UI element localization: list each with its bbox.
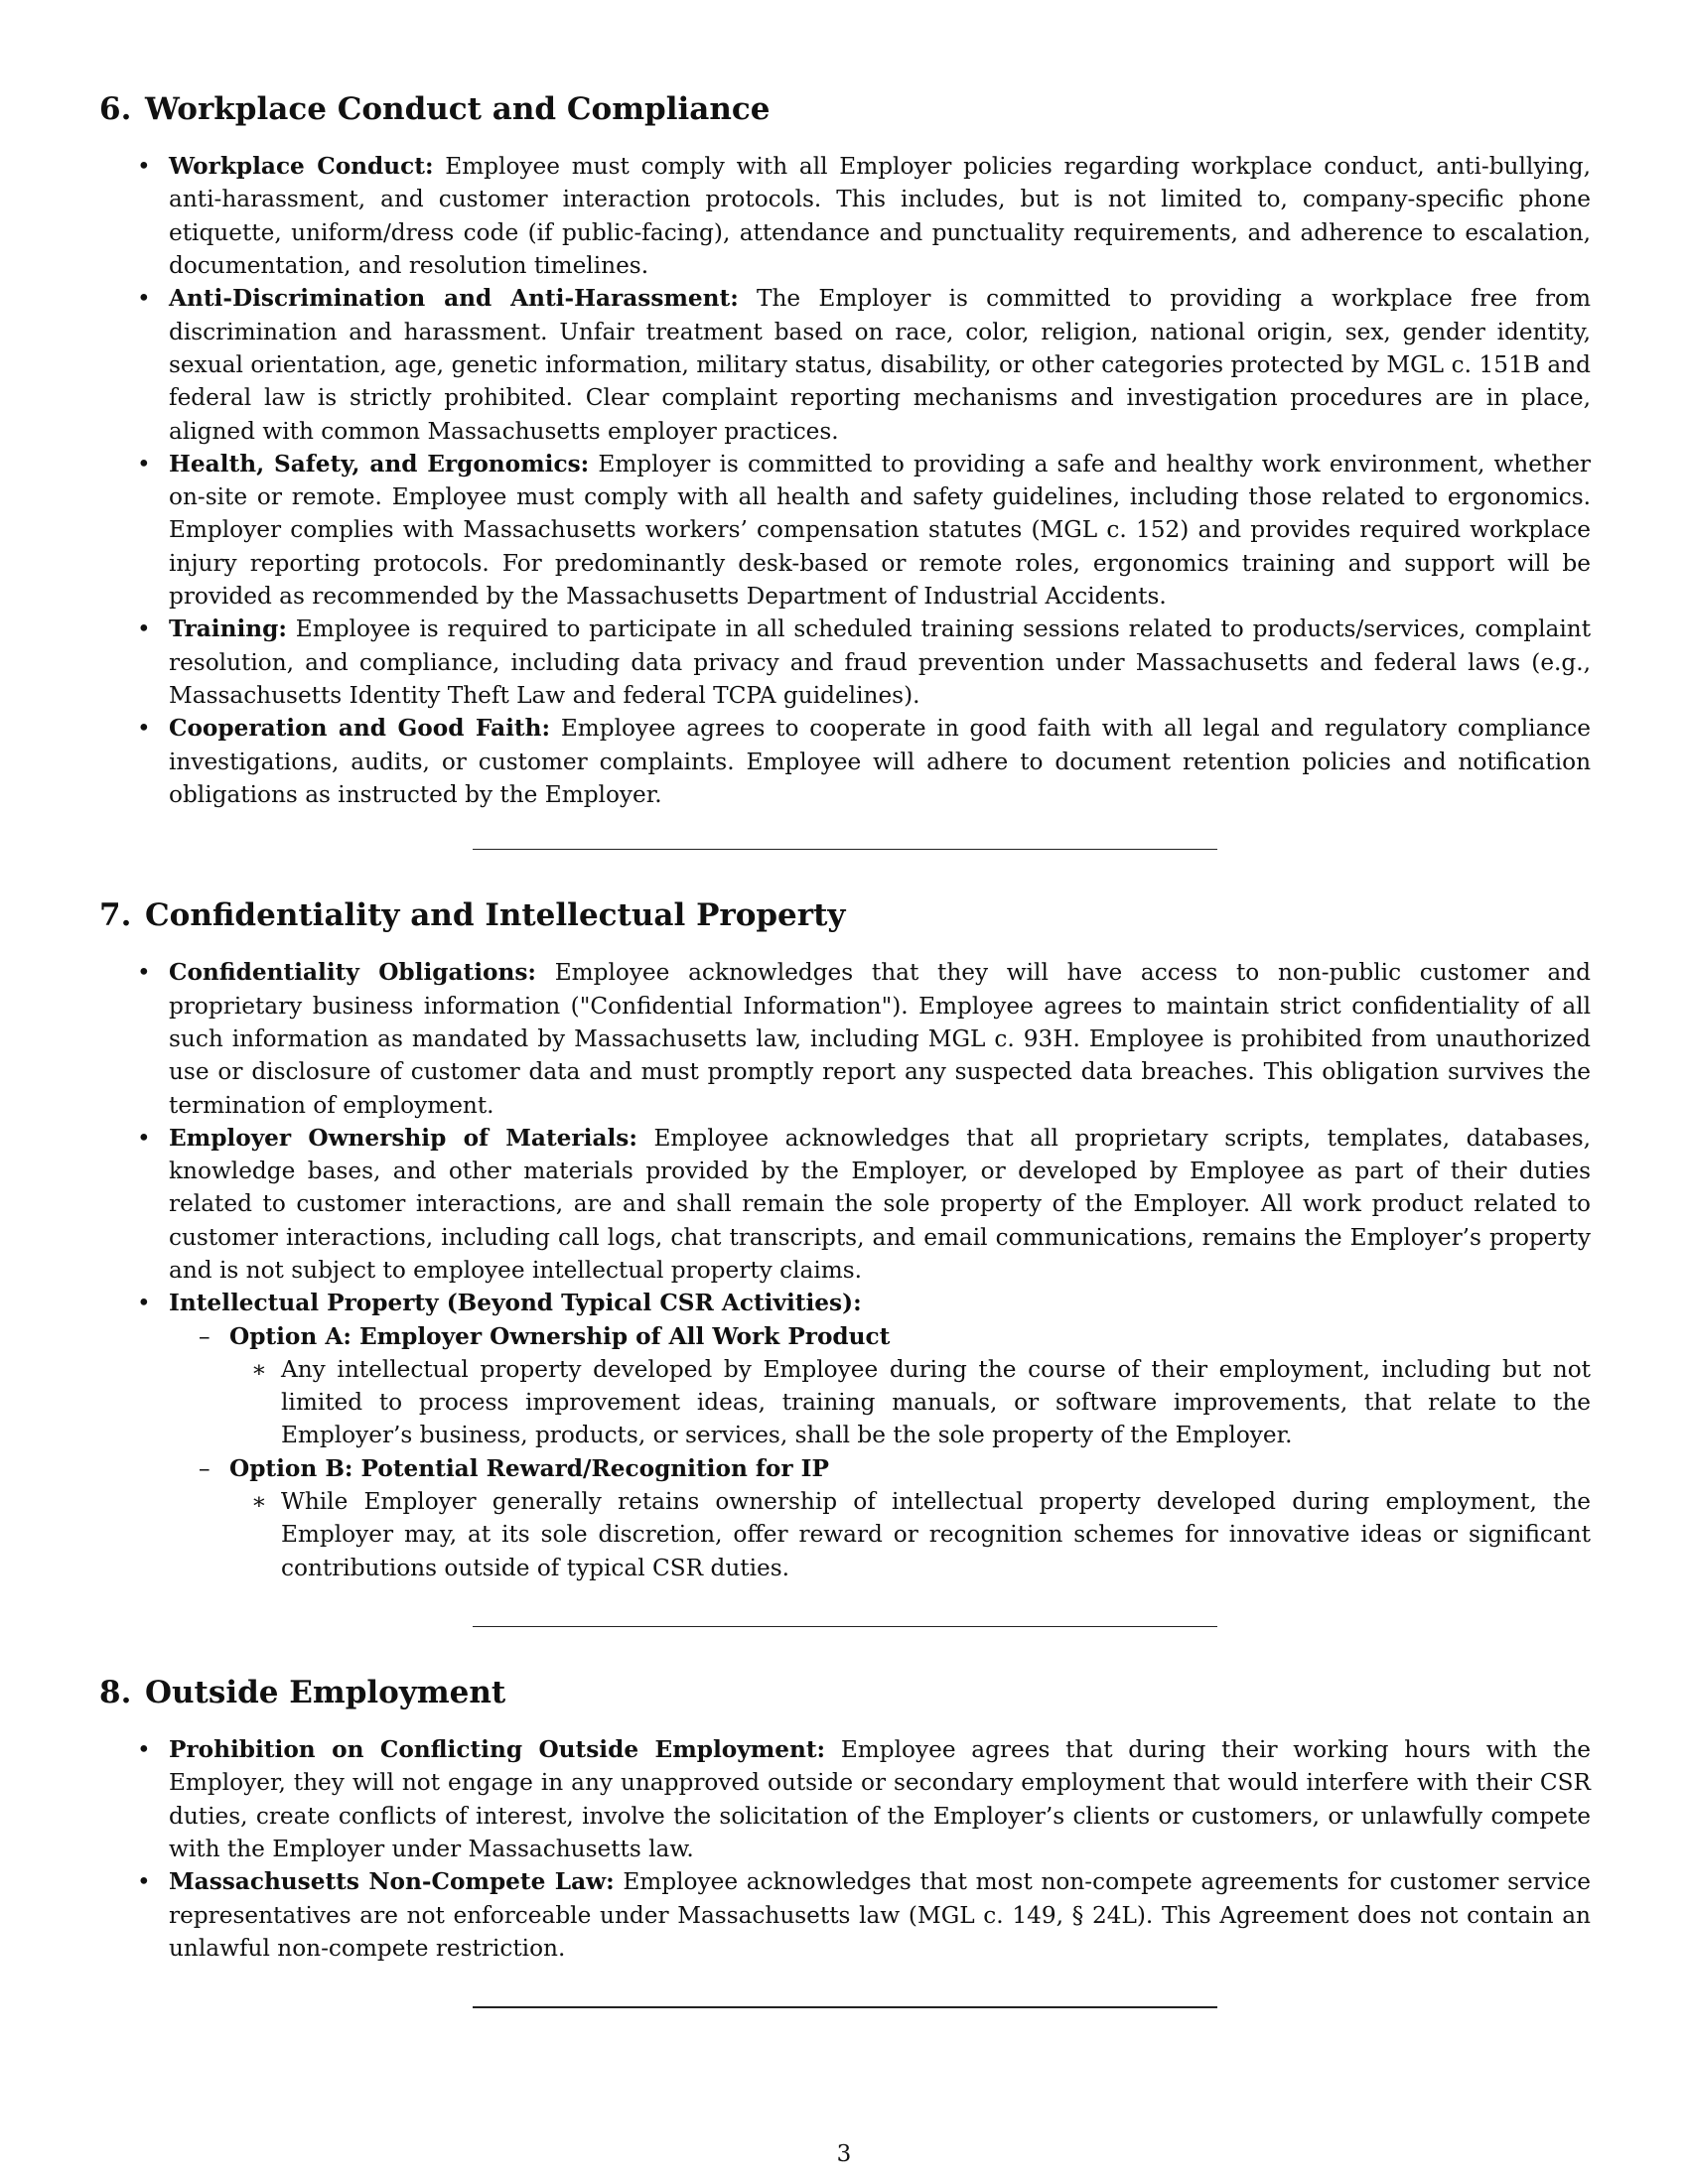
- section-7-title: 7. Confidentiality and Intellectual Property: [99, 897, 846, 934]
- section-7-list: [99, 956, 1591, 1584]
- section-divider: [473, 849, 1217, 850]
- option-a: – Option A: Employer Ownership of All Work Product ∗ Any intellectual property developed by Employee during the course of their employment, including but not limited to process improvement ideas, training manuals, or software improvements, that relate to the Employer’s business, products, or services, shall be the sole property of the Employer.: [169, 1320, 1591, 1452]
- section-6-list: [99, 150, 1591, 811]
- option-b: – Option B: Potential Reward/Recognition for IP ∗ While Employer generally retains ownership of intellectual property developed during employment, the Employer may, at its sole discretion, offer reward or recognition schemes for innovative ideas or significant contributions outside of typical CSR duties.: [169, 1452, 1591, 1584]
- page-number: 3: [836, 2141, 852, 2167]
- section-divider: [473, 2006, 1217, 2008]
- list-item: • Workplace Conduct: Employee must comply with all Employer policies regarding workplace conduct, anti-bullying, anti-harassment, and customer interaction protocols. This includes, but is not limited to, company-specific phone etiquette, uniform/dress code (if public-facing), attendance and punctuality requirements, and adherence to escalation, documentation, and resolution timelines.: [99, 150, 1591, 282]
- list-item: • Prohibition on Conflicting Outside Employment: Employee agrees that during their working hours with the Employer, they will not engage in any unapproved outside or secondary employment that would interfere with their CSR duties, create conflicts of interest, involve the solicitation of the Employer’s clients or customers, or unlawfully compete with the Employer under Massachusetts law.: [99, 1733, 1591, 1865]
- option-b-text: ∗ While Employer generally retains ownership of intellectual property developed during employment, the Employer may, at its sole discretion, offer reward or recognition schemes for innovative ideas or significant contributions outside of typical CSR duties.: [229, 1485, 1591, 1584]
- option-a-text: ∗ Any intellectual property developed by Employee during the course of their employment, including but not limited to process improvement ideas, training manuals, or software improvements, that relate to the Employer’s business, products, or services, shall be the sole property of the Employer.: [229, 1353, 1591, 1452]
- option-a-list: [229, 1353, 1591, 1452]
- option-b-list: [229, 1485, 1591, 1584]
- list-item: • Massachusetts Non-Compete Law: Employee acknowledges that most non-compete agreements for customer service representatives are not enforceable under Massachusetts law (MGL c. 149, § 24L). This Agreement does not contain an unlawful non-compete restriction.: [99, 1865, 1591, 1965]
- list-item: • Confidentiality Obligations: Employee acknowledges that they will have access to non-public customer and proprietary business information ("Confidential Information"). Employee agrees to maintain strict confidentiality of all such information as mandated by Massachusetts law, including MGL c. 93H. Employee is prohibited from unauthorized use or disclosure of customer data and must promptly report any suspected data breaches. This obligation survives the termination of employment.: [99, 956, 1591, 1121]
- list-item: • Employer Ownership of Materials: Employee acknowledges that all proprietary scripts, templates, databases, knowledge bases, and other materials provided by the Employer, or developed by Employee as part of their duties related to customer interactions, are and shall remain the sole property of the Employer. All work product related to customer interactions, including call logs, chat transcripts, and email communications, remains the Employer’s property and is not subject to employee intellectual property claims.: [99, 1122, 1591, 1287]
- section-6-title: 6. Workplace Conduct and Compliance: [99, 91, 771, 127]
- list-item-intellectual-property: • Intellectual Property (Beyond Typical CSR Activities): – Option A: Employer Ownership of All Work Product ∗ Any intellectual property developed by Employee during the course of their employment, including but not limited to process improvement ideas, training manuals, or software improvements, that relate to the Employer’s business, products, or services, shall be the sole property of the Employer. – Option B: Potential Reward/Recognition for IP ∗ While Employer generally retains ownership of intellectual property developed during employment, the Employer may, at its sole discretion, offer reward or recognition schemes for innovative ideas or significant contributions outside of typical CSR duties.: [99, 1287, 1591, 1584]
- document-page: [99, 91, 1591, 2008]
- list-item: • Health, Safety, and Ergonomics: Employer is committed to providing a safe and healthy work environment, whether on-site or remote. Employee must comply with all health and safety guidelines, including those related to ergonomics. Employer complies with Massachusetts workers’ compensation statutes (MGL c. 152) and provides required workplace injury reporting protocols. For predominantly desk-based or remote roles, ergonomics training and support will be provided as recommended by the Massachusetts Department of Industrial Accidents.: [99, 448, 1591, 613]
- section-8-title: 8. Outside Employment: [99, 1674, 506, 1710]
- section-divider: [473, 1626, 1217, 1627]
- list-item: • Cooperation and Good Faith: Employee agrees to cooperate in good faith with all legal and regulatory compliance investigations, audits, or customer complaints. Employee will adhere to document retention policies and notification obligations as instructed by the Employer.: [99, 712, 1591, 811]
- ip-options-list: [169, 1320, 1591, 1584]
- section-8-list: [99, 1733, 1591, 1965]
- list-item: • Anti-Discrimination and Anti-Harassment: The Employer is committed to providing a workplace free from discrimination and harassment. Unfair treatment based on race, color, religion, national origin, sex, gender identity, sexual orientation, age, genetic information, military status, disability, or other categories protected by MGL c. 151B and federal law is strictly prohibited. Clear complaint reporting mechanisms and investigation procedures are in place, aligned with common Massachusetts employer practices.: [99, 282, 1591, 447]
- list-item: • Training: Employee is required to participate in all scheduled training sessions related to products/services, complaint resolution, and compliance, including data privacy and fraud prevention under Massachusetts and federal laws (e.g., Massachusetts Identity Theft Law and federal TCPA guidelines).: [99, 613, 1591, 712]
